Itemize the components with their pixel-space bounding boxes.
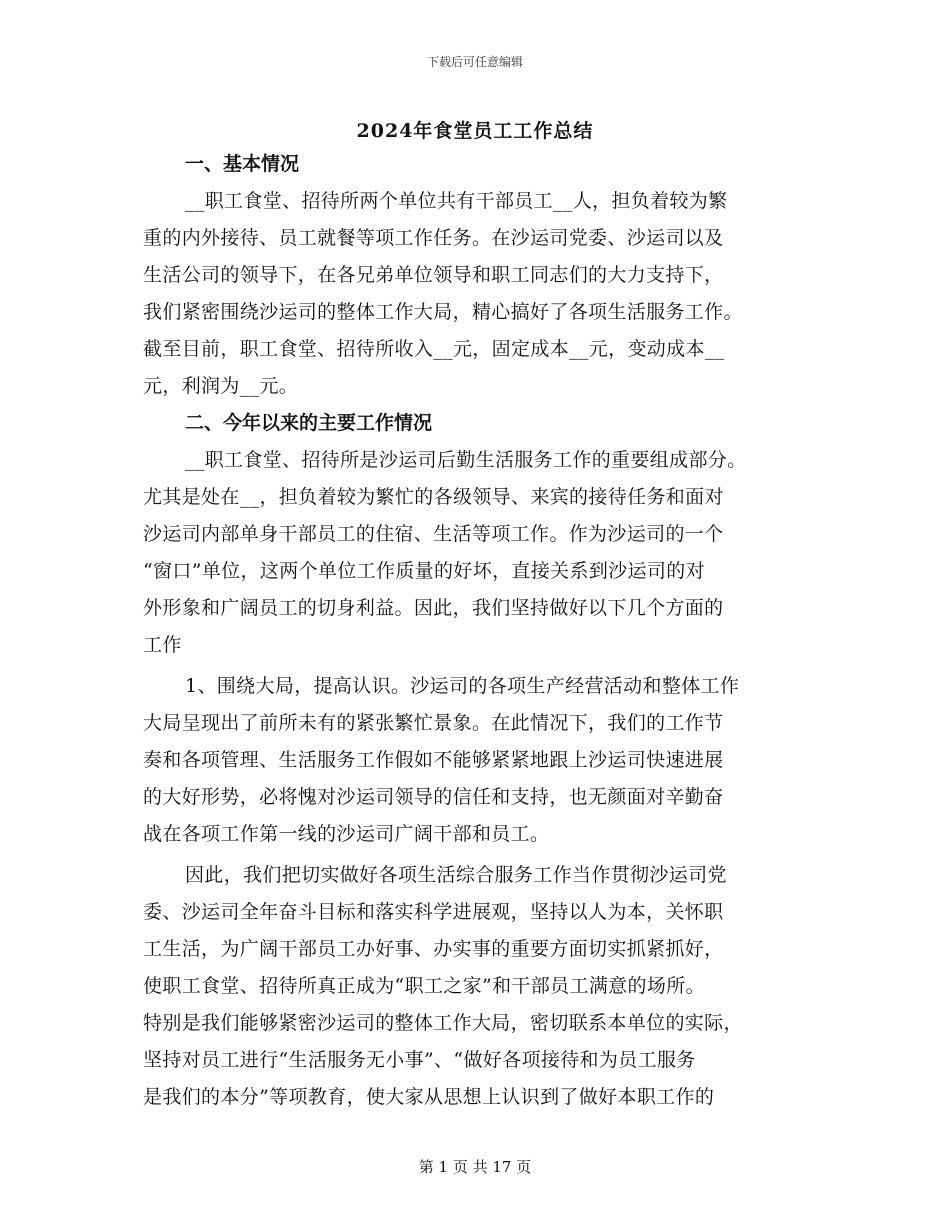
paragraph-line: 生活公司的领导下，在各兄弟单位领导和职工同志们的大力支持下， xyxy=(143,264,724,286)
paragraph-line: 工作 xyxy=(143,634,182,656)
section-heading-basic-situation: 一、基本情况 xyxy=(185,153,300,175)
page-number: 第 1 页 共 17 页 xyxy=(418,1158,532,1176)
document-body xyxy=(143,146,805,1116)
section-heading-main-work: 二、今年以来的主要工作情况 xyxy=(185,412,433,434)
paragraph-line: __职工食堂、招待所是沙运司后勤生活服务工作的重要组成部分。 xyxy=(185,449,747,471)
paragraph-line: 坚持对员工进行“生活服务无小事”、“做好各项接待和为员工服务 xyxy=(143,1049,696,1071)
paragraph-line: 因此，我们把切实做好各项生活综合服务工作当作贯彻沙运司党 xyxy=(185,864,727,886)
paragraph-line: 工生活，为广阔干部员工办好事、办实事的重要方面切实抓紧抓好， xyxy=(143,938,724,960)
paragraph-line: 我们紧密围绕沙运司的整体工作大局，精心搞好了各项生活服务工作。 xyxy=(143,301,743,323)
paragraph-line: 使职工食堂、招待所真正成为“职工之家”和干部员工满意的场所。 xyxy=(143,975,705,997)
paragraph-line: 外形象和广阔员工的切身利益。因此，我们坚持做好以下几个方面的 xyxy=(143,597,724,619)
paragraph-line: 沙运司内部单身干部员工的住宿、生活等项工作。作为沙运司的一个 xyxy=(143,523,724,545)
paragraph-line: 重的内外接待、员工就餐等项工作任务。在沙运司党委、沙运司以及 xyxy=(143,227,724,249)
paragraph-line: 元，利润为__元。 xyxy=(143,375,299,397)
paragraph-line: __职工食堂、招待所两个单位共有干部员工__人，担负着较为繁 xyxy=(185,190,728,212)
paragraph-line: 尤其是处在__，担负着较为繁忙的各级领导、来宾的接待任务和面对 xyxy=(143,486,724,508)
paragraph-line: 大局呈现出了前所未有的紧张繁忙景象。在此情况下，我们的工作节 xyxy=(143,712,724,734)
paragraph-line: 奏和各项管理、生活服务工作假如不能够紧紧地跟上沙运司快速进展 xyxy=(143,749,724,771)
document-title: 2024年食堂员工工作总结 xyxy=(356,120,594,142)
paragraph-line: 截至目前，职工食堂、招待所收入__元，固定成本__元，变动成本__ xyxy=(143,338,725,360)
paragraph-line: 特别是我们能够紧密沙运司的整体工作大局，密切联系本单位的实际， xyxy=(143,1012,743,1034)
header-note: 下载后可任意编辑 xyxy=(426,55,523,69)
paragraph-line: 1、围绕大局，提高认识。沙运司的各项生产经营活动和整体工作 xyxy=(185,675,740,697)
paragraph-line: 是我们的本分”等项教育，使大家从思想上认识到了做好本职工作的 xyxy=(143,1086,715,1108)
paragraph-line: 的大好形势，必将愧对沙运司领导的信任和支持，也无颜面对辛勤奋 xyxy=(143,786,724,808)
paragraph-line: 战在各项工作第一线的沙运司广阔干部和员工。 xyxy=(143,823,550,845)
paragraph-line: “窗口”单位，这两个单位工作质量的好坏，直接关系到沙运司的对 xyxy=(143,560,705,582)
paragraph-line: 委、沙运司全年奋斗目标和落实科学进展观，坚持以人为本，关怀职 xyxy=(143,901,724,923)
